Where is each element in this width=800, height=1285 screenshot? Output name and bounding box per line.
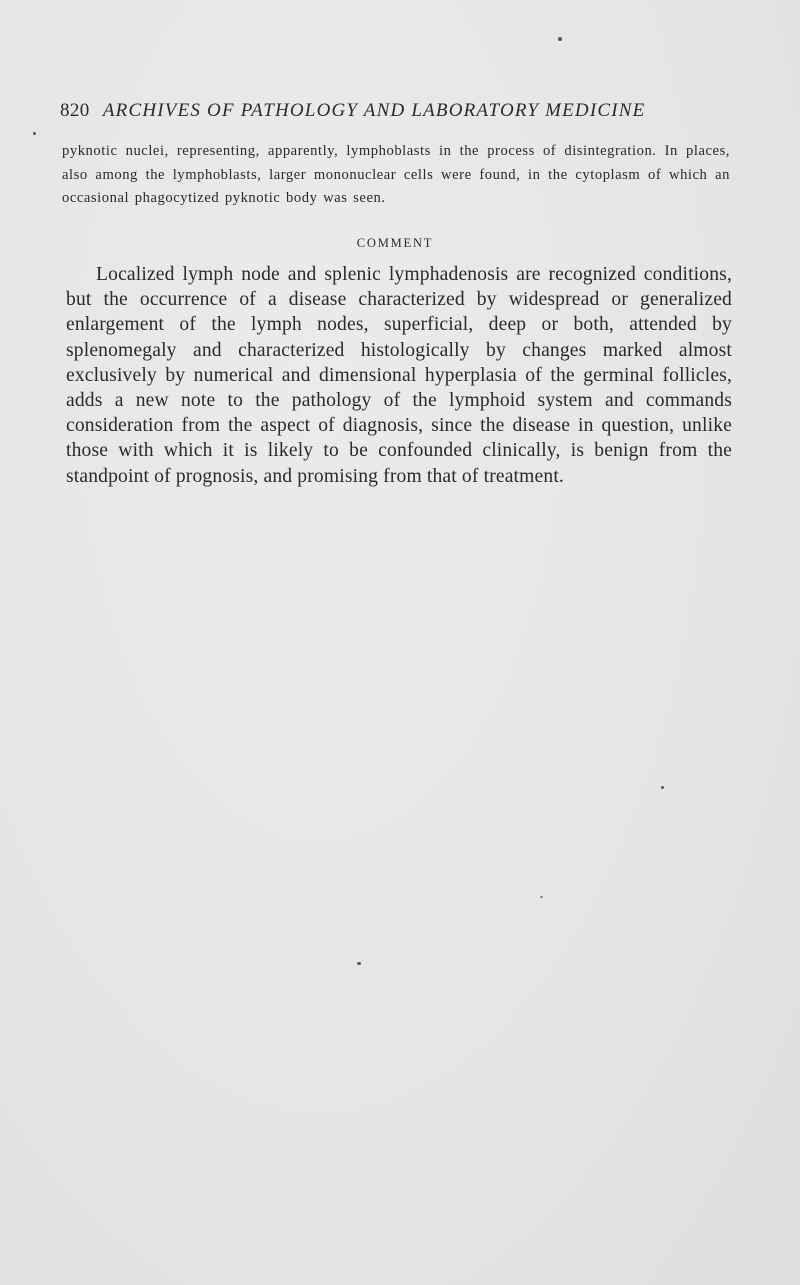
- continuation-paragraph: pyknotic nuclei, representing, apparently, lymphoblasts in the process of disintegration. In places, also among the lymphoblasts, larger mononuclear cells were found, in the cytoplasm of which an occasional phagocytized pyknotic body was seen.: [62, 143, 730, 206]
- scan-speck: [33, 132, 36, 135]
- running-header: [60, 100, 720, 122]
- scan-speck: [661, 786, 664, 789]
- section-heading-comment: COMMENT: [356, 236, 434, 250]
- scan-speck: [357, 962, 361, 965]
- page-number: 820: [60, 100, 90, 121]
- scan-speck: [558, 37, 562, 41]
- scan-speck: [540, 896, 543, 898]
- journal-title: ARCHIVES OF PATHOLOGY AND LABORATORY MEDICINE: [102, 100, 646, 121]
- comment-paragraph: Localized lymph node and splenic lymphadenosis are recognized conditions, but the occurrence of a disease characterized by widespread or generalized enlargement of the lymph nodes, superficial, deep or both, attended by splenomegaly and characterized histologically by changes marked almost exclusively by numerical and dimensional hyperplasia of the germinal follicles, adds a new note to the pathology of the lymphoid system and commands consideration from the aspect of diagnosis, since the disease in question, unlike those with which it is likely to be confounded clinically, is benign from the standpoint of prognosis, and promising from that of treatment.: [66, 264, 732, 487]
